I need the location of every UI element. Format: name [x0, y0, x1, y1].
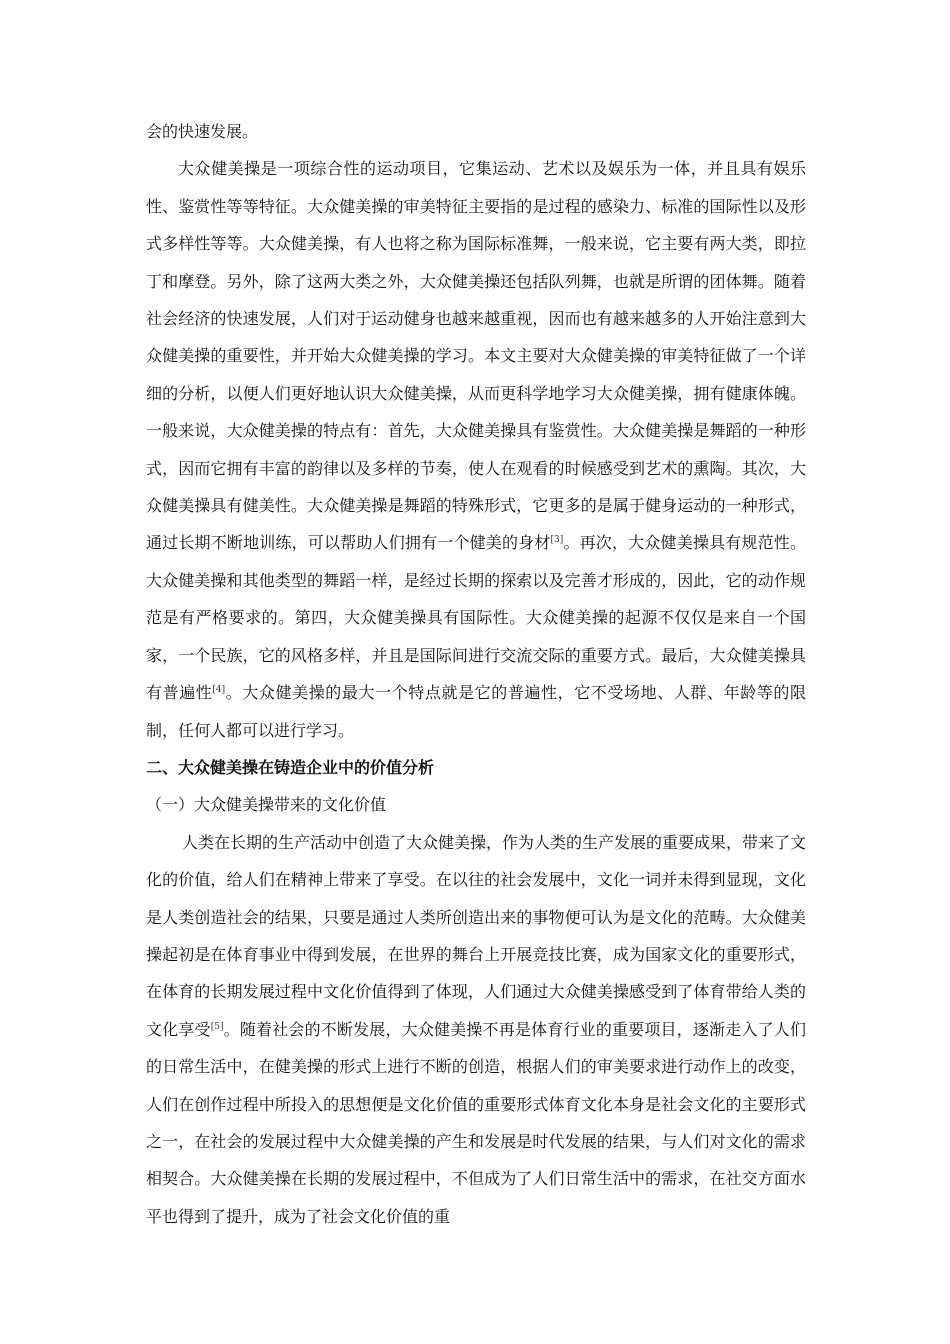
paragraph-text: 。大众健美操的最大一个特点就是它的普遍性，它不受场地、人群、年龄等的限制，任何人都可以进行学习。	[146, 683, 806, 740]
paragraph-cultural-value	[146, 824, 806, 1235]
paragraph-text: 人类在长期的生产活动中创造了大众健美操，作为人类的生产发展的重要成果，带来了文化的价值，给人们在精神上带来了享受。在以往的社会发展中，文化一词并未得到显现，文化是人类创造社会的结果，只要是通过人类所创造出来的事物便可认为是文化的范畴。大众健美操起初是在体育事业中得到发展，在世界的舞台上开展竞技比赛，成为国家文化的重要形式，在体育的长期发展过程中文化价值得到了体现，人们通过大众健美操感受到了体育带给人类的文化享受	[146, 832, 807, 1039]
citation-ref: [3]	[550, 535, 564, 546]
paragraph-features	[146, 150, 806, 749]
document-page	[146, 113, 806, 1235]
paragraph-text: 大众健美操是一项综合性的运动项目，它集运动、艺术以及娱乐为一体，并且具有娱乐性、鉴赏性等等特征。大众健美操的审美特征主要指的是过程的感染力、标准的国际性以及形式多样性等等。大众健美操，有人也将之称为国际标准舞，一般来说，它主要有两大类，即拉丁和摩登。另外，除了这两大类之外，大众健美操还包括队列舞，也就是所谓的团体舞。随着社会经济的快速发展，人们对于运动健身也越来越重视，因而也有越来越多的人开始注意到大众健美操的重要性，并开始大众健美操的学习。本文主要对大众健美操的审美特征做了一个详细的分析，以便人们更好地认识大众健美操，从而更科学地学习大众健美操，拥有健康体魄。一般来说，大众健美操的特点有：首先，大众健美操具有鉴赏性。大众健美操是舞蹈的一种形式，因而它拥有丰富的韵律以及多样的节奏，使人在观看的时候感受到艺术的熏陶。其次，大众健美操具有健美性。大众健美操是舞蹈的特殊形式，它更多的是属于健身运动的一种形式，通过长期不断地训练，可以帮助人们拥有一个健美的身材	[146, 159, 806, 553]
section-heading: 二、大众健美操在铸造企业中的价值分析	[146, 757, 435, 777]
paragraph-text: 。再次，大众健美操具有规范性。大众健美操和其他类型的舞蹈一样，是经过长期的探索以及完善才形成的，因此，它的动作规范是有严格要求的。第四，大众健美操具有国际性。大众健美操的起源不仅仅是来自一个国家，一个民族，它的风格多样，并且是国际间进行交流交际的重要方式。最后，大众健美操具有普遍性	[146, 533, 806, 703]
paragraph-continuation: 会的快速发展。	[146, 122, 259, 141]
subsection-heading: （一）大众健美操带来的文化价值	[146, 795, 387, 815]
paragraph-text: 。随着社会的不断发展，大众健美操不再是体育行业的重要项目，逐渐走入了人们的日常生活中，在健美操的形式上进行不断的创造，根据人们的审美要求进行动作上的改变，人们在创作过程中所投入的思想便是文化价值的重要形式体育文化本身是社会文化的主要形式之一，在社会的发展过程中大众健美操的产生和发展是时代发展的结果，与人们对文化的需求相契合。大众健美操在长期的发展过程中，不但成为了人们日常生活中的需求，在社交方面水平也得到了提升，成为了社会文化价值的重	[146, 1019, 806, 1226]
citation-ref: [5]	[210, 1021, 224, 1032]
citation-ref: [4]	[212, 685, 226, 696]
